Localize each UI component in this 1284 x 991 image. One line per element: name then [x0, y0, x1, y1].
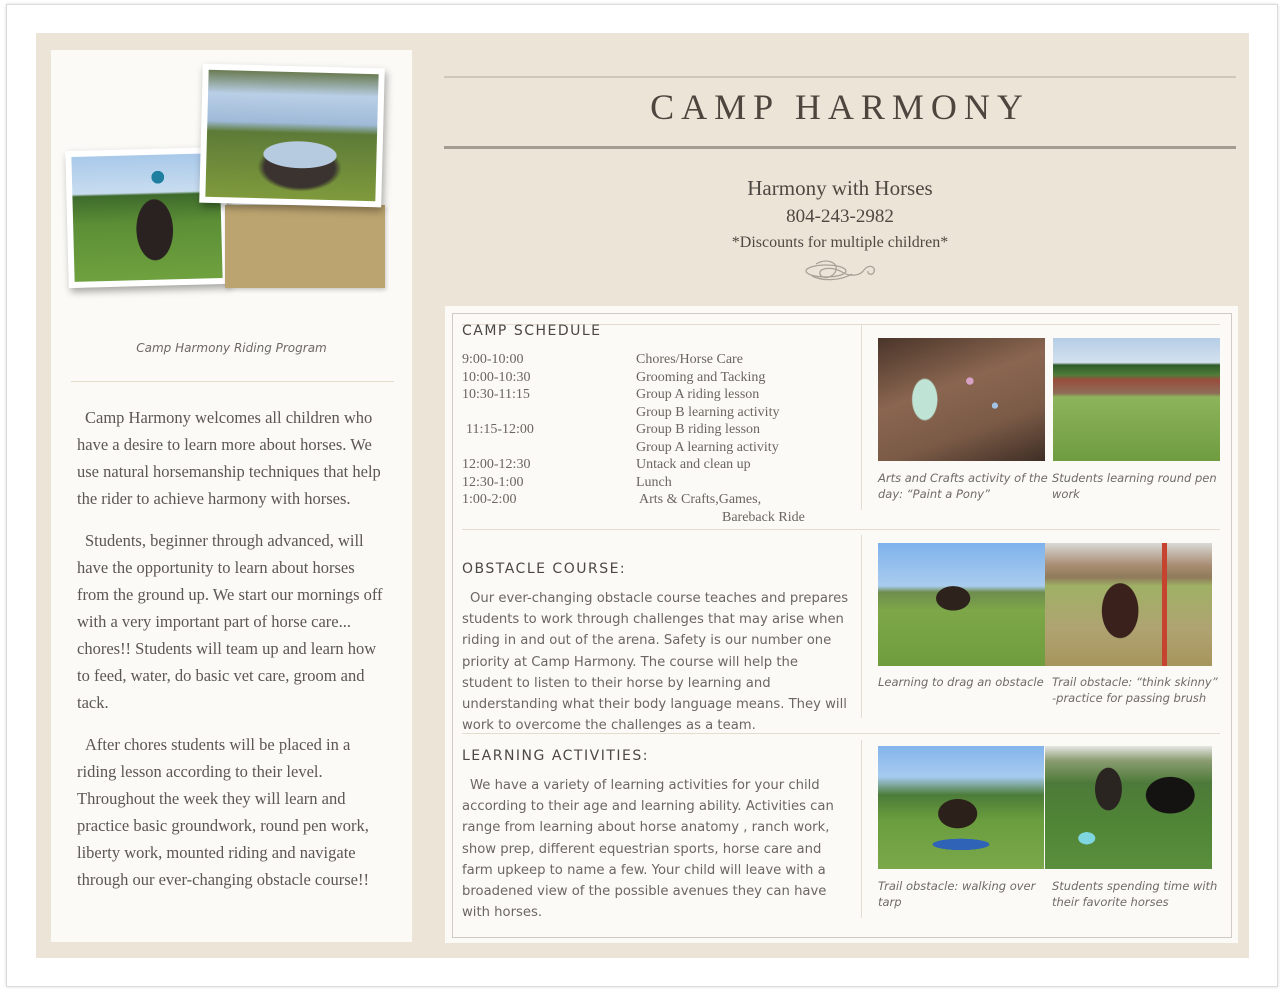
schedule-table [462, 351, 842, 526]
left-body-text [77, 404, 389, 908]
intro-paragraph-1: Camp Harmony welcomes all children who have a desire to learn more about horses. We use natural horsemanship techniques that help the rider to achieve harmony with horses. [77, 408, 381, 508]
caption-favorite-horses: Students spending time with their favorite horses [1052, 879, 1218, 909]
schedule-activity: Grooming and Tacking [636, 369, 766, 385]
obstacle-course-body: Our ever-changing obstacle course teaches and prepares students to work through challenges that may arise when riding in and out of the arena. Safety is our number one priority at Camp Harmony. The course will help the student to listen to their horse by learning and understanding what their body language means. They will work to overcome the challenges as a team. [462, 591, 849, 734]
caption-paint-a-pony: Arts and Crafts activity of the day: “Paint a Pony” [878, 471, 1048, 501]
schedule-row [462, 439, 842, 457]
header-bottom-rule [444, 146, 1236, 149]
caption-think-skinny: Trail obstacle: “think skinny” -practice for passing brush [1052, 675, 1218, 705]
caption-walking-over-tarp: Trail obstacle: walking over tarp [878, 879, 1036, 909]
intro-paragraph-2: Students, beginner through advanced, will have the opportunity to learn about horses from the ground up. We start our mornings off with a very important part of horse care... chores!! Students will team up and learn how to feed, water, do basic vet care, groom and tack. [77, 531, 383, 712]
schedule-activity: Group A learning activity [636, 439, 779, 455]
left-divider [71, 381, 394, 382]
schedule-row [462, 509, 842, 527]
header-phone: 804-243-2982 [786, 206, 894, 227]
schedule-time: 1:00-2:00 [462, 492, 517, 507]
photo-picnic-table [199, 64, 385, 208]
photo-walking-over-tarp [878, 746, 1044, 869]
header-discount-note: *Discounts for multiple children* [731, 234, 949, 251]
caption-round-pen: Students learning round pen work [1052, 471, 1217, 501]
schedule-row [462, 474, 842, 492]
schedule-activity: Group B learning activity [636, 404, 780, 420]
schedule-time: 9:00-10:00 [462, 352, 524, 367]
schedule-time: 11:15-12:00 [466, 422, 534, 437]
schedule-row [462, 456, 842, 474]
vertical-divider-2 [861, 535, 862, 718]
vertical-divider-1 [861, 324, 862, 510]
tan-accent-block [225, 205, 385, 288]
intro-paragraph-3: After chores students will be placed in a riding lesson according to their level. Throughout the week they will learn and practice basic groundwork, round pen work, liberty work, mounted riding and navigate through our ever-changing obstacle course!! [77, 735, 369, 889]
vertical-divider-3 [861, 740, 862, 918]
schedule-time: 12:00-12:30 [462, 457, 531, 472]
flourish-ornament-icon [802, 258, 880, 286]
header-subtitle: Harmony with Horses [747, 176, 933, 200]
schedule-row [462, 404, 842, 422]
schedule-time: 10:00-10:30 [462, 369, 531, 385]
section-divider-1 [462, 529, 1220, 530]
schedule-row [462, 351, 842, 369]
picnic-image [205, 70, 378, 201]
header-top-rule [444, 76, 1236, 78]
photo-favorite-horses [1045, 746, 1212, 869]
schedule-row [462, 369, 842, 387]
schedule-time [462, 439, 636, 457]
schedule-title: CAMP SCHEDULE [462, 323, 602, 339]
schedule-time: 10:30-11:15 [462, 387, 530, 402]
page-title: CAMP HARMONY [650, 87, 1030, 127]
schedule-activity: Lunch [636, 474, 672, 490]
schedule-activity: Group A riding lesson [636, 387, 760, 402]
caption-drag-obstacle: Learning to drag an obstacle [878, 675, 1044, 689]
schedule-time [462, 404, 636, 422]
photo-paint-a-pony [878, 338, 1045, 461]
schedule-row [462, 386, 842, 404]
schedule-row [462, 421, 842, 439]
photo-drag-obstacle [878, 543, 1045, 666]
schedule-row [462, 491, 842, 509]
schedule-activity: Group B riding lesson [636, 422, 761, 437]
schedule-activity: Chores/Horse Care [636, 352, 743, 367]
photo-round-pen [1053, 338, 1220, 461]
left-photo-caption: Camp Harmony Riding Program [136, 341, 327, 355]
schedule-activity: Arts & Crafts,Games, [639, 492, 762, 507]
photo-think-skinny [1045, 543, 1212, 666]
learning-activities-body: We have a variety of learning activities for your child according to their age and learning ability. Activities can range from learning about horse anatomy , ranch work, show prep, different equestrian sports, horse care and farm upkeep to name a few. Your child will leave with a broadened view of the possible avenues they can have with horses. [462, 778, 834, 921]
schedule-activity: Untack and clean up [636, 457, 751, 472]
schedule-activity: Bareback Ride [722, 509, 805, 525]
obstacle-course-title: OBSTACLE COURSE: [462, 561, 627, 577]
learning-activities-title: LEARNING ACTIVITIES: [462, 748, 649, 764]
schedule-time [462, 509, 636, 527]
schedule-time: 12:30-1:00 [462, 474, 524, 490]
